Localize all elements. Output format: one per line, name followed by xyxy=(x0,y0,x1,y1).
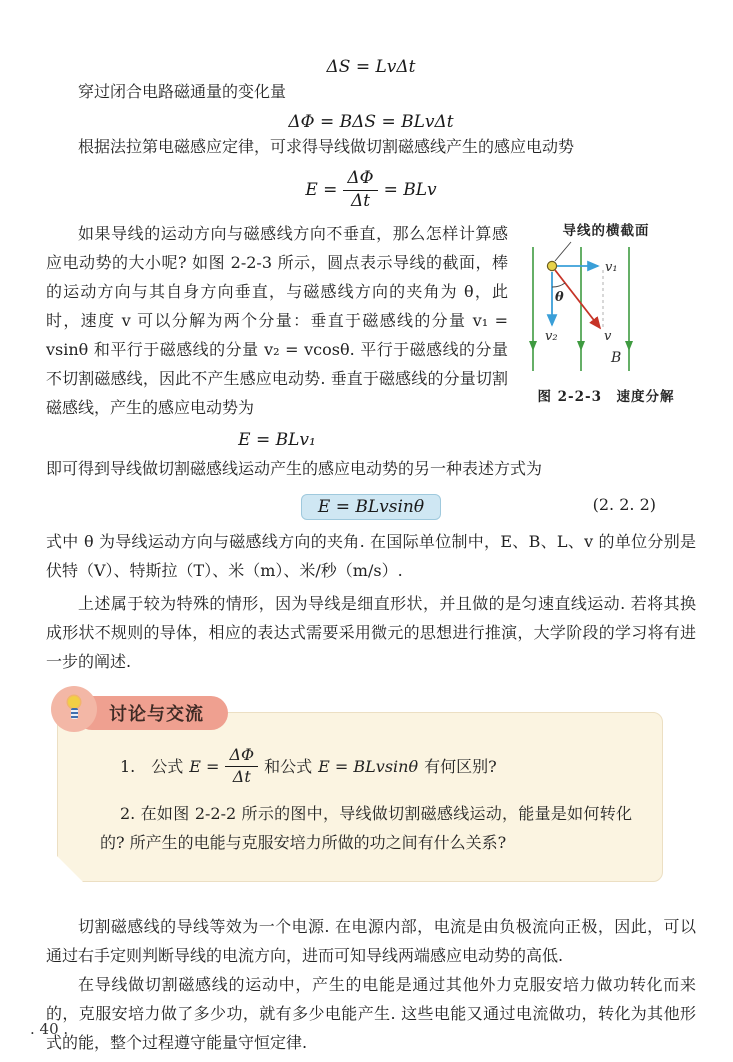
q1-formula-2: E = BLvsinθ xyxy=(318,756,419,776)
q1-text-pre: 1. 公式 xyxy=(120,756,184,776)
v1-label: v₁ xyxy=(605,260,618,275)
main-text-column xyxy=(46,219,508,450)
q1-fraction-denominator: Δt xyxy=(232,766,251,786)
formula-emf-faraday xyxy=(46,167,696,213)
discussion-panel xyxy=(57,712,663,882)
equation-emf-sine: E = BLvsinθ xyxy=(301,494,441,520)
formula-delta-phi: ΔΦ = BΔS = BLvΔt xyxy=(288,112,454,132)
discussion-title: 讨论与交流 xyxy=(109,704,204,725)
v2-label: v₂ xyxy=(545,329,558,344)
formula-emf-component: E = BLv₁ xyxy=(238,430,316,450)
paragraph-power-source: 切割磁感线的导线等效为一个电源. 在电源内部，电流是由负极流向正极，因此，可以通过右手定则判断导线的电流方向，进而可知导线两端感应电动势的高低. xyxy=(46,917,696,965)
discussion-question-2: 2. 在如图 2-2-2 所示的图中，导线做切割磁感线运动，能量是如何转化的? 所产生的电能与克服安培力所做的功之间有什么关系? xyxy=(100,804,632,852)
q1-fraction-numerator: ΔΦ xyxy=(225,746,258,766)
paragraph-energy-conservation: 在导线做切割磁感线的运动中，产生的电能是通过其他外力克服安培力做功转化而来的，克服安培力做了多少功，就有多少电能产生. 这些电能又通过电流做功，转化为其他形式的能，整个过程遵守能量守恒定律. xyxy=(46,975,696,1052)
b-field-label: B xyxy=(611,350,622,366)
theta-label: θ xyxy=(555,290,564,305)
fraction-dphi-dt xyxy=(343,169,377,211)
q1-fraction xyxy=(225,746,258,786)
q1-text-post: 有何区别? xyxy=(424,756,497,776)
theta-arc xyxy=(552,283,565,287)
paragraph-faraday-intro: 根据法拉第电磁感应定律，可求得导线做切割磁感线产生的感应电动势 xyxy=(78,137,575,156)
formula-delta-s: ΔS = LvΔt xyxy=(326,57,416,77)
lightbulb-badge xyxy=(51,686,97,732)
wire-cross-section-dot xyxy=(547,261,556,270)
formula-emf-rhs: = BLv xyxy=(383,180,437,200)
paragraph-units: 式中 θ 为导线运动方向与磁感线方向的夹角. 在国际单位制中，E、B、L、v 的单位分别是伏特（V）、特斯拉（T）、米（m）、米/秒（m/s）. xyxy=(46,532,696,580)
v-label: v xyxy=(604,329,612,344)
discussion-title-pill xyxy=(75,696,228,730)
label-leader-line xyxy=(555,242,571,261)
paragraph-velocity-decomposition: 如果导线的运动方向与磁感线方向不垂直，那么怎样计算感应电动势的大小呢? 如图 2-2-3 所示，圆点表示导线的截面，棒的运动方向与其自身方向垂直，与磁感线方向的夹角为 θ，此时，速度 v 可以分解为两个分量：垂直于磁感线的分量 v₁ = vsinθ 和平行于磁感线的分量 v₂ = vcosθ. 平行于磁感线的分量不切割磁感线，因此不产生感应电动势. 垂直于磁感线的分量切割磁感线，产生的感应电动势为 xyxy=(46,224,508,417)
discussion-question-1 xyxy=(86,743,632,789)
q1-formula-lhs: E = xyxy=(189,756,220,776)
velocity-decomposition-diagram xyxy=(521,241,691,379)
q1-text-mid: 和公式 xyxy=(264,756,313,776)
formula-emf-lhs: E = xyxy=(305,180,338,200)
paragraph-special-case: 上述属于较为特殊的情形，因为导线是细直形状，并且做的是匀速直线运动. 若将其换成形状不规则的导体，相应的表达式需要采用微元的思想进行推演，大学阶段的学习将有进一步的阐述. xyxy=(46,594,696,671)
page-number: . 40 . xyxy=(30,1020,69,1038)
lightbulb-icon xyxy=(66,696,82,722)
figure-caption: 图 2-2-3 速度分解 xyxy=(537,389,675,405)
discussion-section xyxy=(57,704,663,882)
paragraph-flux-intro: 穿过闭合电路磁通量的变化量 xyxy=(78,82,287,101)
fraction-numerator: ΔΦ xyxy=(343,169,377,191)
figure-top-label: 导线的横截面 xyxy=(562,223,650,239)
equation-number: (2. 2. 2) xyxy=(592,495,656,514)
fraction-denominator: Δt xyxy=(350,190,371,211)
text-figure-row xyxy=(46,219,696,450)
highlighted-equation-row xyxy=(46,491,696,523)
figure-2-2-3 xyxy=(516,219,696,450)
paragraph-alt-expression: 即可得到导线做切割磁感线运动产生的感应电动势的另一种表述方式为 xyxy=(46,459,543,478)
